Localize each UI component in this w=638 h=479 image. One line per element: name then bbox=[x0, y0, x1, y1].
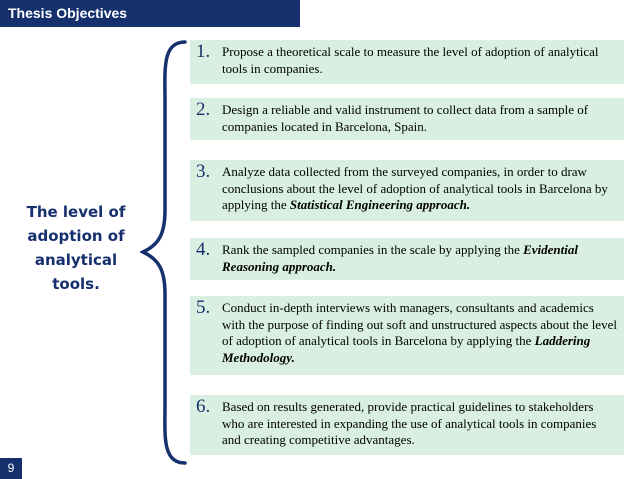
objective-number: 2. bbox=[196, 99, 211, 120]
objective-item-6 bbox=[190, 395, 624, 455]
page-number: 9 bbox=[0, 458, 22, 479]
objective-emphasis: Statistical Engineering approach. bbox=[289, 197, 471, 212]
page-title: Thesis Objectives bbox=[8, 5, 128, 21]
objective-item-1 bbox=[190, 40, 624, 84]
objective-text: Conduct in-depth interviews with managers, consultants and academics with the purpose of finding out soft and unstructured aspects about the level of adoption of analytical tools in Barcelona by applying the Laddering Methodology. bbox=[222, 300, 617, 365]
objective-item-2 bbox=[190, 98, 624, 140]
left-label-line: tools. bbox=[52, 275, 100, 293]
objective-number: 6. bbox=[196, 396, 211, 417]
left-label-line: The level of bbox=[26, 203, 126, 221]
objective-emphasis: Laddering Methodology. bbox=[222, 333, 591, 365]
objective-item-3 bbox=[190, 160, 624, 221]
objective-text: Based on results generated, provide practical guidelines to stakeholders who are interested in expanding the use of analytical tools in companies and creating competitive advantages. bbox=[222, 399, 597, 447]
objective-text: Rank the sampled companies in the scale by applying the Evidential Reasoning approach. bbox=[222, 242, 578, 274]
objective-item-5 bbox=[190, 296, 624, 375]
objective-item-4 bbox=[190, 238, 624, 280]
header-bar bbox=[0, 0, 300, 27]
left-label bbox=[20, 200, 132, 296]
objective-text: Analyze data collected from the surveyed companies, in order to draw conclusions about the level of adoption of analytical tools in Barcelona by applying the Statistical Engineering approach. bbox=[222, 164, 608, 212]
objective-number: 4. bbox=[196, 239, 211, 260]
objective-emphasis: Evidential Reasoning approach. bbox=[222, 242, 578, 274]
curly-brace-icon bbox=[140, 40, 190, 465]
objective-number: 3. bbox=[196, 161, 211, 182]
objective-text: Design a reliable and valid instrument to collect data from a sample of companies located in Barcelona, Spain. bbox=[222, 102, 589, 134]
objective-number: 1. bbox=[196, 41, 211, 62]
left-label-line: adoption of bbox=[27, 227, 125, 245]
objective-number: 5. bbox=[196, 297, 211, 318]
objective-text: Propose a theoretical scale to measure the level of adoption of analytical tools in companies. bbox=[222, 44, 599, 76]
left-label-line: analytical bbox=[34, 251, 118, 269]
